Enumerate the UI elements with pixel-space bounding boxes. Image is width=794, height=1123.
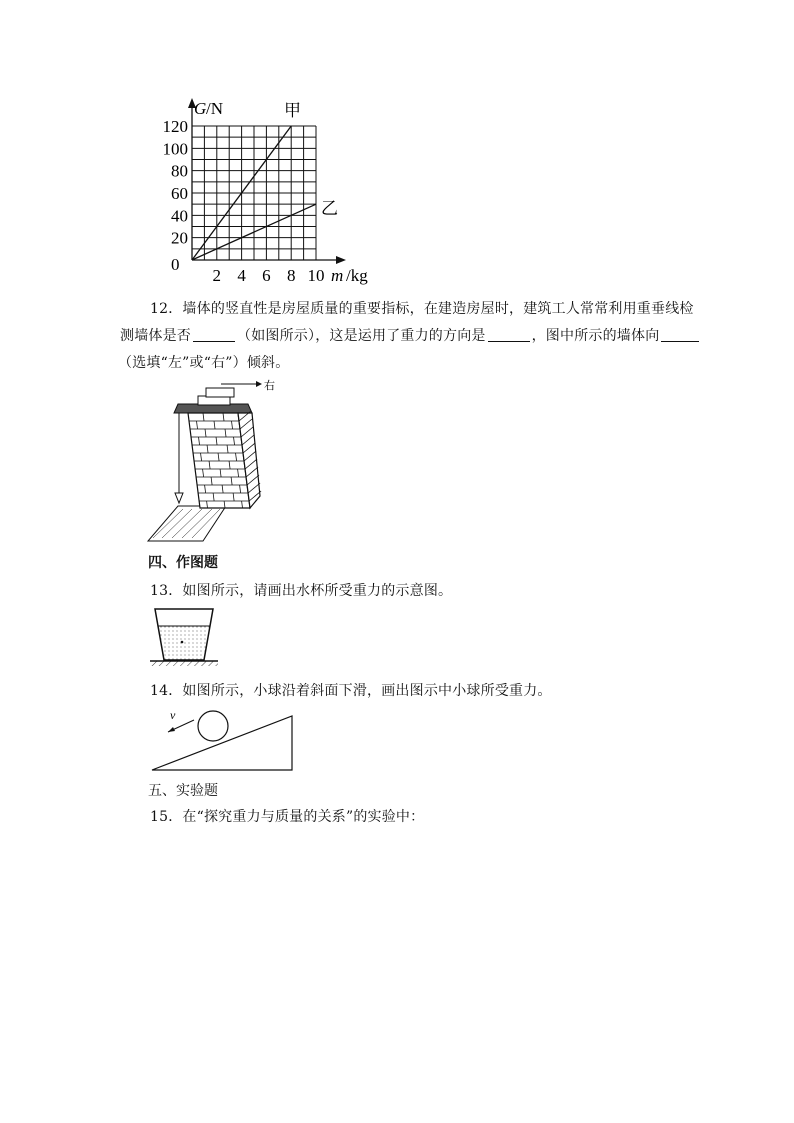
q14-text: 14．如图所示，小球沿着斜面下滑，画出图示中小球所受重力。 <box>150 683 552 699</box>
x-tick-label: 2 <box>212 266 222 285</box>
x-axis-symbol: m <box>331 266 344 285</box>
q12-text-line2c: ，图中所示的墙体向 <box>531 328 660 344</box>
question-13 <box>150 579 452 604</box>
y-tick-labels <box>163 117 189 248</box>
section-5-title: 五、实验题 <box>148 783 218 799</box>
x-axis-unit: /kg <box>346 266 368 285</box>
x-tick-labels <box>213 266 325 285</box>
question-14 <box>150 679 552 704</box>
y-axis-symbol: G <box>194 99 207 118</box>
velocity-label: v <box>170 708 176 722</box>
incline-ball-figure <box>148 706 296 772</box>
y-tick-label: 20 <box>171 228 188 248</box>
q15-text: 15．在“探究重力与质量的关系”的实验中： <box>150 809 425 825</box>
question-12-line-1 <box>150 297 694 322</box>
y-axis-unit: /N <box>206 99 223 118</box>
x-tick-label: 4 <box>237 266 246 285</box>
question-15 <box>150 805 424 830</box>
gravity-mass-graph <box>150 96 390 286</box>
section-4-title: 四、作图题 <box>148 555 218 571</box>
ball <box>198 711 228 741</box>
graph-grid <box>192 126 316 260</box>
right-arrow-icon <box>256 381 262 387</box>
q13-text: 13．如图所示，请画出水杯所受重力的示意图。 <box>150 583 453 599</box>
question-12-line-2 <box>120 324 701 349</box>
q12-text-line3: （选填“左”或“右”）倾斜。 <box>118 355 290 371</box>
y-tick-label: 80 <box>171 161 188 181</box>
center-of-gravity-dot <box>181 641 184 644</box>
answer-blank-3[interactable] <box>661 327 699 342</box>
x-tick-label: 6 <box>262 266 271 285</box>
y-tick-label: 60 <box>171 184 188 203</box>
q12-text-line2b: （如图所示），这是运用了重力的方向是 <box>237 328 486 344</box>
line-yi-label: 乙 <box>321 199 338 218</box>
y-tick-label: 100 <box>162 139 188 159</box>
answer-blank-1[interactable] <box>193 327 235 342</box>
line-jia-label: 甲 <box>284 101 301 120</box>
plumb-bob-icon <box>175 493 183 503</box>
question-12-line-3 <box>118 351 289 376</box>
answer-blank-2[interactable] <box>488 327 530 342</box>
q12-text-line2a: 测墙体是否 <box>120 328 191 344</box>
leaning-wall-figure <box>148 378 273 546</box>
velocity-arrow-icon <box>168 727 175 732</box>
y-tick-label: 120 <box>162 117 188 136</box>
graph-axes <box>188 98 346 264</box>
origin-label: 0 <box>171 255 180 274</box>
water-cup-figure <box>148 606 220 668</box>
y-tick-label: 40 <box>171 206 188 226</box>
x-tick-label: 8 <box>286 266 296 285</box>
q12-text-line1: 12．墙体的竖直性是房屋质量的重要指标，在建造房屋时，建筑工人常常利用重垂线检 <box>150 301 694 317</box>
x-axis-arrow-icon <box>336 256 346 264</box>
x-tick-label: 10 <box>307 266 325 285</box>
direction-label: 右 <box>264 380 275 392</box>
